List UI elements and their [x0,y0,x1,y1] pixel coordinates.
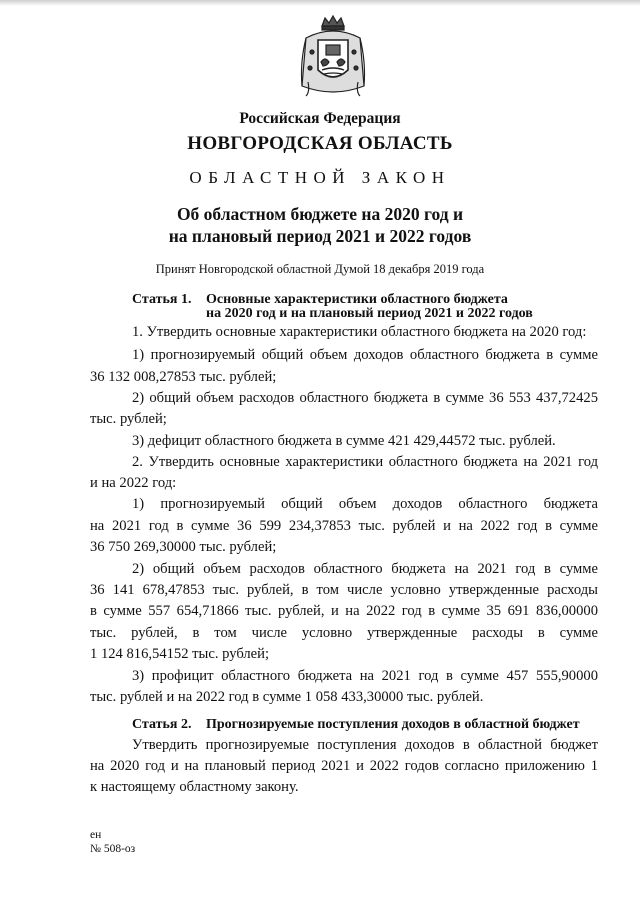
law-type: ОБЛАСТНОЙ ЗАКОН [189,168,451,187]
article-1-heading-line-2: на 2020 год и на плановый период 2021 и 2022 годов [206,306,533,321]
article-1-line: 3) профицит областного бюджета на 2021 год в сумме 457 555,90000 [132,668,598,684]
article-2-line: к настоящему областному закону. [90,779,299,795]
coat-of-arms-icon [292,12,374,100]
federation-name: Российская Федерация [239,110,401,127]
footer-block [90,828,135,856]
region-name: НОВГОРОДСКАЯ ОБЛАСТЬ [187,133,453,154]
article-1-line: 36 132 008,27853 тыс. рублей; [90,369,277,385]
article-2-number: Статья 2. [132,717,192,732]
article-1-line: в сумме 557 654,71866 тыс. рублей, и на 2022 год в сумме 35 691 836,00000 [90,603,598,619]
article-2-line: Утвердить прогнозируемые поступления доходов в областной бюджет [132,737,598,753]
article-1-line: тыс. рублей, в том числе условно утвержденные расходы в сумме [90,625,598,641]
law-title-line-1: Об областном бюджете на 2020 год и [176,204,464,224]
article-1-line: 36 750 269,30000 тыс. рублей; [90,539,277,555]
article-2-line: на 2020 год и на плановый период 2021 и 2022 годов согласно приложению 1 [90,758,598,774]
article-2-heading: Прогнозируемые поступления доходов в областной бюджет [206,717,580,732]
adoption-note: Принят Новгородской областной Думой 18 декабря 2019 года [155,262,485,276]
article-1-heading-line-1: Основные характеристики областного бюджета [206,292,508,307]
article-1-line: на 2021 год в сумме 36 599 234,37853 тыс. рублей и на 2022 год в сумме [90,518,598,534]
article-1-line: 1. Утвердить основные характеристики областного бюджета на 2020 год: [132,324,587,340]
article-1-line: 1 124 816,54152 тыс. рублей; [90,646,270,662]
footer-initials: ен [90,829,102,841]
article-1-line: тыс. рублей и на 2022 год в сумме 1 058 433,30000 тыс. рублей. [90,689,484,705]
law-number: № 508-оз [90,843,136,855]
article-1-line: тыс. рублей; [90,411,167,427]
scan-edge [0,0,640,6]
article-1-line: и на 2022 год: [90,475,177,491]
law-title [0,203,640,247]
law-title-line-2: на плановый период 2021 и 2022 годов [168,226,472,246]
article-1-line: 36 141 678,47853 тыс. рублей, в том числе условно утвержденные расходы [90,582,598,598]
article-1-line: 2) общий объем расходов областного бюджета в сумме 36 553 437,72425 [132,390,598,406]
article-1-line: 1) прогнозируемый общий объем доходов областного бюджета в сумме [132,347,598,363]
article-1-line: 3) дефицит областного бюджета в сумме 421 429,44572 тыс. рублей. [132,433,556,449]
article-1-line: 1) прогнозируемый общий объем доходов областного бюджета [132,496,598,512]
article-1-line: 2) общий объем расходов областного бюджета на 2021 год в сумме [132,561,598,577]
article-1-number: Статья 1. [132,292,192,307]
article-1-line: 2. Утвердить основные характеристики областного бюджета на 2021 год [132,454,598,470]
